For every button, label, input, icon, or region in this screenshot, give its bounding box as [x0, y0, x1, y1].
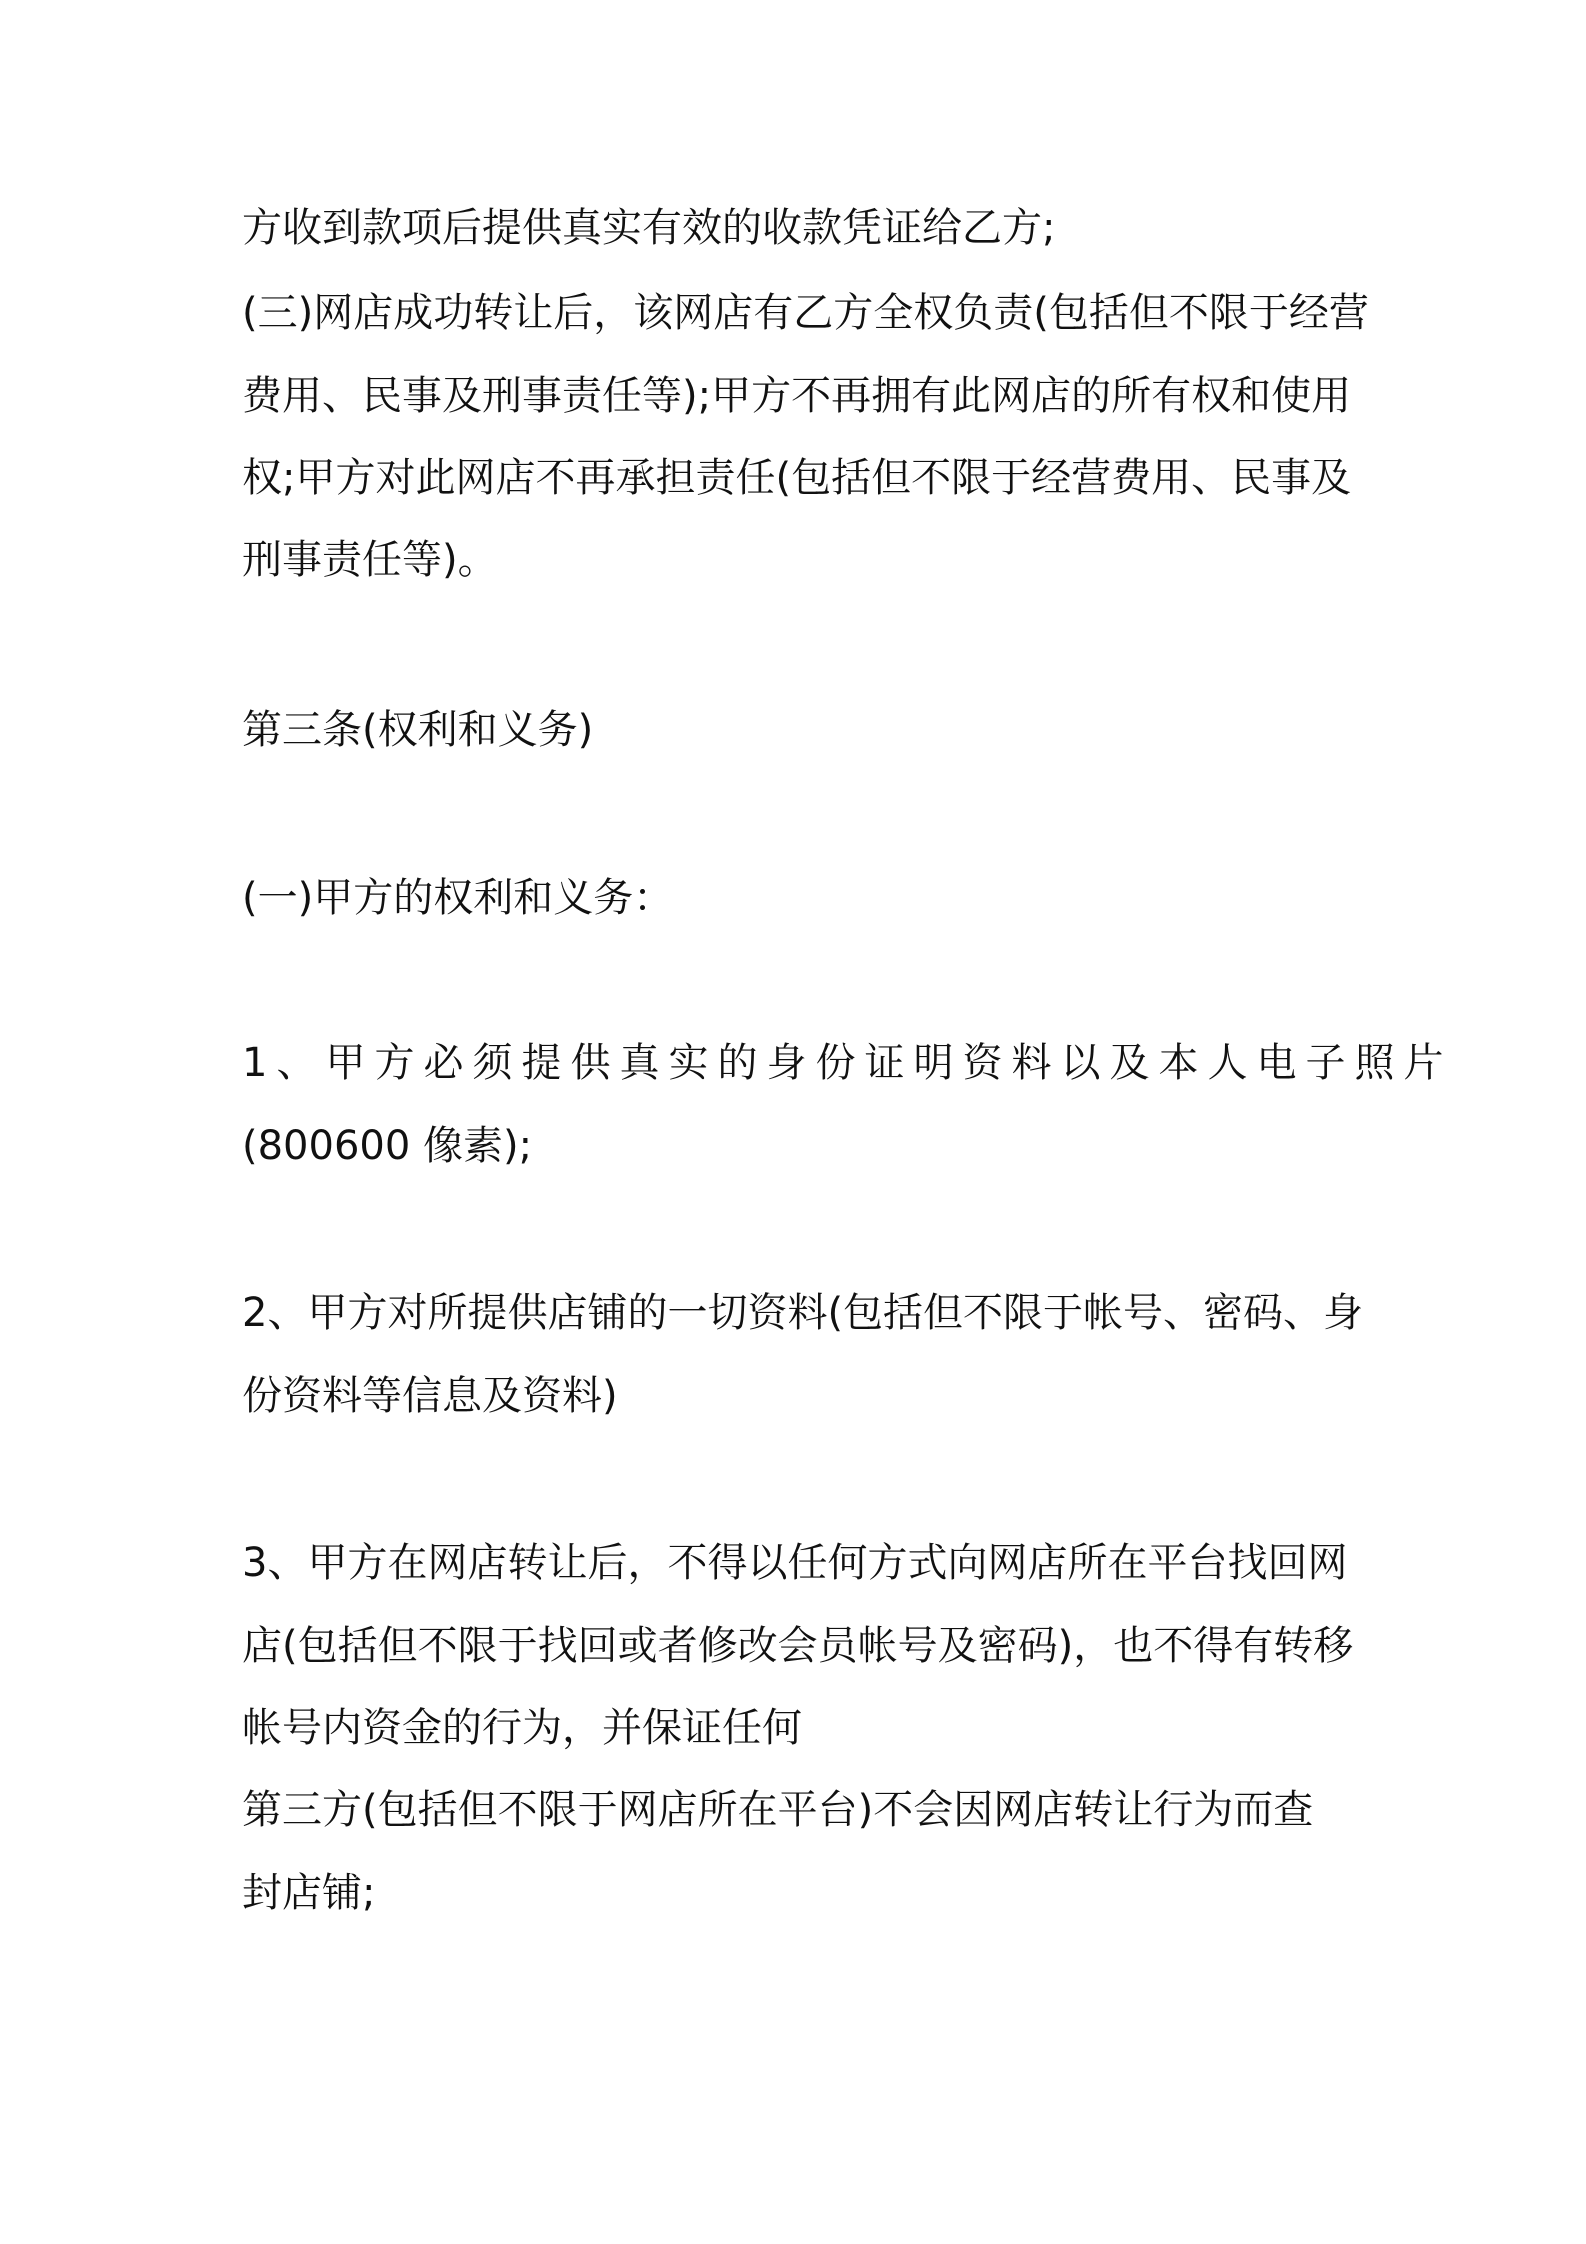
list-item-line: 封店铺; [242, 1870, 376, 1916]
list-item-line: 3、甲方在网店转让后，不得以任何方式向网店所在平台找回网 [242, 1540, 1348, 1586]
section-heading: 第三条(权利和义务) [242, 707, 594, 753]
list-item-line: (800600 像素); [242, 1123, 533, 1169]
subsection-heading: (一)甲方的权利和义务： [242, 875, 674, 921]
list-item-line: 帐号内资金的行为，并保证任何 [242, 1705, 802, 1751]
paragraph-line: (三)网店成功转让后，该网店有乙方全权负责(包括但不限于经营 [242, 290, 1369, 336]
list-item-line: 店(包括但不限于找回或者修改会员帐号及密码)，也不得有转移 [242, 1623, 1354, 1669]
paragraph-line: 方收到款项后提供真实有效的收款凭证给乙方; [242, 205, 1056, 251]
paragraph-line: 费用、民事及刑事责任等);甲方不再拥有此网店的所有权和使用 [242, 373, 1352, 419]
paragraph-line: 权;甲方对此网店不再承担责任(包括但不限于经营费用、民事及 [242, 455, 1352, 501]
list-item-line: 2、甲方对所提供店铺的一切资料(包括但不限于帐号、密码、身 [242, 1290, 1364, 1336]
list-item-line: 1、甲方必须提供真实的身份证明资料以及本人电子照片 [242, 1040, 1453, 1086]
list-item-line: 份资料等信息及资料) [242, 1373, 618, 1419]
list-item-line: 第三方(包括但不限于网店所在平台)不会因网店转让行为而查 [242, 1787, 1314, 1833]
paragraph-line: 刑事责任等)。 [242, 537, 498, 583]
